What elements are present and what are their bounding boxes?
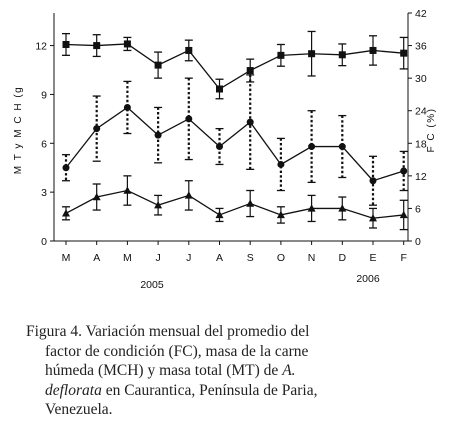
data-point <box>216 86 223 93</box>
series-line <box>66 191 404 219</box>
data-point <box>155 132 162 139</box>
year-label-2006: 2006 <box>356 273 380 285</box>
caption-line <box>26 381 441 401</box>
left-tick-label: 6 <box>41 138 47 151</box>
year-label-2005: 2005 <box>140 279 164 291</box>
caption-line <box>26 361 441 381</box>
x-tick-label: A <box>215 252 224 264</box>
data-point <box>185 47 192 54</box>
data-point <box>247 67 254 74</box>
data-point <box>185 115 192 122</box>
caption-line: Figura 4. Variación mensual del promedio del <box>26 323 310 340</box>
series-1 <box>62 31 408 98</box>
data-point <box>62 209 70 216</box>
left-tick-label: 9 <box>41 89 47 102</box>
data-point <box>277 161 284 168</box>
x-tick-label: E <box>369 252 377 264</box>
plot-frame <box>54 13 408 241</box>
x-tick-label: F <box>400 252 407 264</box>
right-tick-label: 6 <box>415 203 421 216</box>
data-point <box>63 41 70 48</box>
right-tick-label: 36 <box>415 40 427 53</box>
data-point <box>370 47 377 54</box>
right-tick-label: 42 <box>415 8 427 20</box>
x-tick-label: M <box>61 252 71 264</box>
data-point <box>339 143 346 150</box>
right-y-axis <box>408 8 427 248</box>
x-tick-label: J <box>155 252 161 264</box>
data-point <box>124 40 131 47</box>
left-tick-label: 3 <box>41 187 47 200</box>
caption-text: húmeda (MCH) y masa total (MT) de <box>45 362 279 379</box>
x-tick-label: D <box>338 252 347 264</box>
data-point <box>185 191 193 198</box>
data-point <box>400 167 407 174</box>
data-point <box>339 51 346 58</box>
data-point <box>247 119 254 126</box>
right-tick-label: 0 <box>415 236 421 248</box>
caption-species: deflorata <box>45 381 102 399</box>
data-point <box>124 104 131 111</box>
left-axis-title: M T y M C H (g <box>13 85 24 175</box>
right-axis-title: F C (%) <box>426 107 437 153</box>
caption-text: en Caurantica, Península de Paria, <box>101 381 318 399</box>
right-tick-label: 24 <box>415 105 427 118</box>
figure-caption <box>26 322 441 420</box>
data-point <box>246 199 254 206</box>
series-3 <box>62 176 408 230</box>
left-tick-label: 0 <box>41 236 47 248</box>
data-point <box>277 52 284 59</box>
data-point <box>93 125 100 132</box>
data-point <box>308 50 315 57</box>
caption-line: factor de condición (FC), masa de la carne <box>45 342 309 360</box>
series-layer <box>62 31 408 229</box>
data-point <box>400 50 407 57</box>
data-point <box>123 186 131 193</box>
caption-species: A. <box>282 362 296 379</box>
data-point <box>308 143 315 150</box>
caption-line: Venezuela. <box>45 401 113 418</box>
series-2 <box>62 75 408 205</box>
x-tick-label: O <box>276 252 285 264</box>
left-tick-label: 12 <box>35 40 47 53</box>
series-line <box>66 107 404 180</box>
data-point <box>63 164 70 171</box>
x-tick-label: M <box>123 252 132 264</box>
right-tick-label: 30 <box>415 73 427 86</box>
series-line <box>66 44 404 89</box>
left-y-axis <box>35 41 54 248</box>
right-tick-label: 12 <box>415 170 427 183</box>
x-tick-label: A <box>93 252 101 264</box>
x-tick-label: S <box>246 252 254 264</box>
data-point <box>400 211 408 218</box>
right-tick-label: 18 <box>415 138 427 151</box>
data-point <box>93 42 100 49</box>
data-point <box>370 177 377 184</box>
x-tick-label: J <box>186 252 192 264</box>
x-axis <box>62 241 407 264</box>
data-point <box>216 143 223 150</box>
x-tick-label: N <box>307 252 316 264</box>
data-point <box>155 62 162 69</box>
